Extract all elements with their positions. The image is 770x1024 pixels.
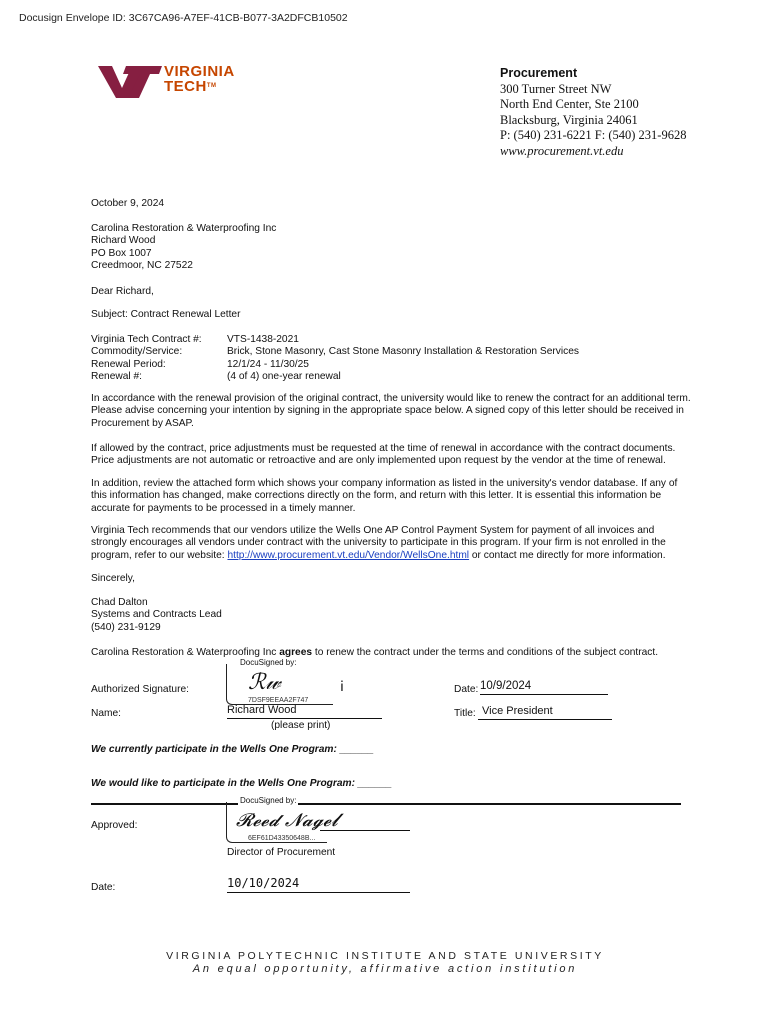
divider	[91, 803, 681, 805]
recipient-city: Creedmoor, NC 27522	[91, 260, 193, 272]
detail-value: Brick, Stone Masonry, Cast Stone Masonry Installation & Restoration Services	[227, 346, 579, 358]
signature-mark: ⅰ	[340, 678, 344, 694]
detail-label: Renewal #:	[91, 371, 142, 383]
wells-like-question: We would like to participate in the Wells One Program: ______	[91, 778, 392, 789]
closing: Sincerely,	[91, 573, 135, 584]
approval-signature: 𝓡𝓮𝓮𝓭 𝓝𝓪𝓰𝓮𝓵	[236, 810, 338, 831]
sender-block	[91, 597, 691, 634]
paragraph-wells-one	[91, 525, 691, 562]
salutation: Dear Richard,	[91, 286, 154, 297]
contract-details	[91, 334, 691, 384]
agree-company: Carolina Restoration & Waterproofing Inc	[91, 647, 280, 658]
vendor-name-field[interactable]	[227, 704, 382, 719]
vendor-title-value: Vice President	[482, 705, 553, 717]
agree-rest: to renew the contract under the terms and conditions of the subject contract.	[312, 647, 659, 658]
logo-line2: TECH	[164, 78, 207, 95]
agreement-statement	[91, 647, 691, 659]
date-label: Date:	[454, 684, 479, 695]
wells-one-link[interactable]: http://www.procurement.vt.edu/Vendor/WellsOne.html	[227, 549, 470, 561]
address-phone: P: (540) 231-6221 F: (540) 231-9628	[500, 128, 687, 142]
logo-line1: VIRGINIA	[164, 63, 235, 80]
vendor-title-field[interactable]	[478, 705, 612, 720]
detail-row	[91, 346, 691, 358]
approval-signature-line[interactable]	[320, 818, 410, 831]
address-city: Blacksburg, Virginia 24061	[500, 112, 638, 127]
department-name: Procurement	[500, 66, 578, 80]
vendor-name-value: Richard Wood	[227, 704, 297, 716]
title-label: Title:	[454, 708, 476, 719]
approval-date-field[interactable]	[227, 876, 410, 893]
sender-title: Systems and Contracts Lead	[91, 609, 222, 621]
wells-current-question: We currently participate in the Wells One Program: ______	[91, 744, 374, 755]
vendor-sig-id: 7DSF9EEAA2F747	[248, 697, 309, 704]
detail-value: VTS-1438-2021	[227, 334, 299, 345]
print-hint: (please print)	[271, 720, 331, 731]
logo-wordmark	[164, 64, 235, 94]
footer-tagline: An equal opportunity, affirmative action institution	[192, 963, 578, 975]
detail-row	[91, 371, 691, 383]
approval-date-value: 10/10/2024	[227, 876, 300, 890]
name-label: Name:	[91, 708, 122, 719]
paragraph-vendor-info: In addition, review the attached form which shows your company information as listed in the university's vendor database. If any of this information has changed, make corrections directly on the form, and return with this letter. It is essential this information be accurate for payments to be processed in a timely manner.	[91, 478, 678, 514]
agree-bold: agrees	[279, 647, 313, 658]
paragraph-price-adjustments: If allowed by the contract, price adjustments must be requested at the time of renewal in accordance with the contract documents. Price adjustments are not automatic or retroactive and are only implemented upon request by the vendor at the time of renewal.	[91, 443, 676, 467]
address-building: North End Center, Ste 2100	[500, 97, 639, 111]
detail-row	[91, 334, 691, 346]
recipient-name: Richard Wood	[91, 235, 156, 247]
detail-label: Renewal Period:	[91, 358, 166, 370]
detail-value: (4 of 4) one-year renewal	[227, 371, 341, 383]
footer-institution: VIRGINIA POLYTECHNIC INSTITUTE AND STATE UNIVERSITY	[166, 950, 604, 962]
paragraph-renewal: In accordance with the renewal provision of the original contract, the university would like to renew the contract for an additional term. Please advise concerning your intention by signing in the appropriate space below. A signed copy of this letter should be received in Procurement by ASAP.	[91, 393, 691, 429]
logo-tm: TM	[206, 83, 217, 89]
detail-label: Virginia Tech Contract #:	[91, 334, 202, 345]
vendor-signature: ℛ𝓌	[248, 670, 281, 695]
authorized-signature-label: Authorized Signature:	[91, 684, 189, 695]
sender-phone: (540) 231-9129	[91, 621, 161, 633]
address-website: www.procurement.vt.edu	[500, 143, 624, 158]
vendor-date-field[interactable]	[480, 680, 608, 695]
detail-value: 12/1/24 - 11/30/25	[227, 358, 309, 370]
recipient-block	[91, 223, 691, 273]
approval-role: Director of Procurement	[227, 847, 336, 858]
sender-name: Chad Dalton	[91, 597, 148, 608]
approval-date-label: Date:	[91, 882, 116, 893]
docusigned-label: DocuSigned by:	[240, 658, 297, 667]
vendor-date-value: 10/9/2024	[480, 680, 532, 692]
detail-label: Commodity/Service:	[91, 346, 183, 358]
address-street: 300 Turner Street NW	[500, 81, 612, 96]
wells-one-text-end: or contact me directly for more information.	[469, 549, 666, 561]
wells-one-text: Virginia Tech recommends that our vendors utilize the Wells One AP Control Payment System for payment of all invoices and strongly encourages all vendors under contract with the university to participate in this program. If your firm is not enrolled in the program, refer to our website:	[91, 525, 666, 561]
approved-label: Approved:	[91, 820, 138, 831]
recipient-company: Carolina Restoration & Waterproofing Inc	[91, 223, 277, 234]
detail-row	[91, 359, 691, 371]
letterhead-address	[500, 66, 686, 159]
recipient-box: PO Box 1007	[91, 247, 152, 259]
docusign-envelope-id: Docusign Envelope ID: 3C67CA96-A7EF-41CB-B077-3A2DFCB10502	[19, 12, 348, 24]
subject-line: Subject: Contract Renewal Letter	[91, 309, 241, 320]
approval-docusigned-label: DocuSigned by:	[240, 796, 297, 805]
approval-sig-id: 6EF61D43350648B...	[248, 835, 316, 842]
letter-date: October 9, 2024	[91, 198, 165, 209]
